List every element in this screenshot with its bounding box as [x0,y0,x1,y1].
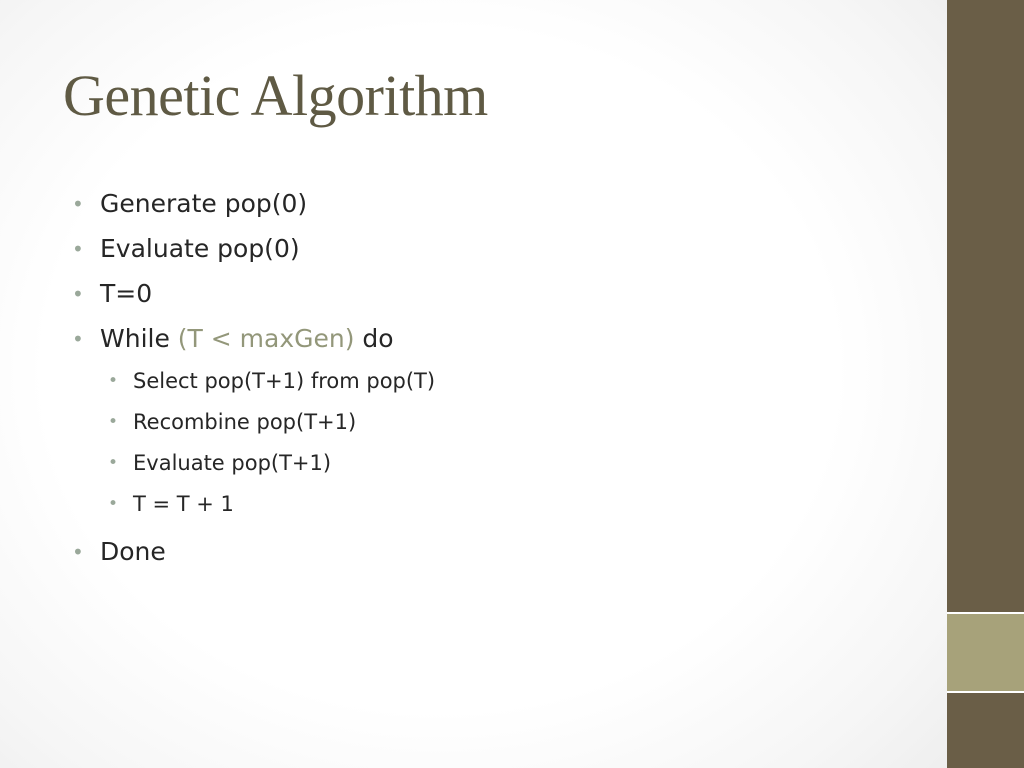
sub-bullet-item [72,407,435,448]
bullet-item-while [72,321,435,366]
bullet-text: T=0 [100,279,153,308]
sub-bullet-item [72,489,435,530]
bullet-text: Evaluate pop(0) [100,234,300,263]
bullet-icon: • [108,494,119,514]
sub-bullet-text: T = T + 1 [133,492,234,516]
side-decoration-accent-block [947,614,1024,691]
slide-title: Genetic Algorithm [63,63,488,128]
bullet-icon: • [108,412,119,432]
bullet-icon: • [72,237,84,261]
sub-bullet-text: Select pop(T+1) from pop(T) [133,369,436,393]
sub-bullet-text: Recombine pop(T+1) [133,410,357,434]
bullet-icon: • [108,453,119,473]
bullet-text-prefix: While [100,324,178,353]
bullet-item [72,231,435,276]
bullet-list [72,186,435,579]
bullet-icon: • [72,192,84,216]
sub-bullet-text: Evaluate pop(T+1) [133,451,332,475]
bullet-text-suffix: do [354,324,394,353]
sub-bullet-item [72,366,435,407]
bullet-item [72,186,435,231]
bullet-item [72,534,435,579]
sub-bullet-item [72,448,435,489]
bullet-icon: • [72,540,84,564]
bullet-text: Generate pop(0) [100,189,308,218]
bullet-icon: • [108,371,119,391]
bullet-item [72,276,435,321]
bullet-text: Done [100,537,166,566]
bullet-icon: • [72,282,84,306]
bullet-text-highlight: (T < maxGen) [177,324,355,353]
side-decoration-divider-bottom [947,691,1024,693]
bullet-icon: • [72,327,84,351]
